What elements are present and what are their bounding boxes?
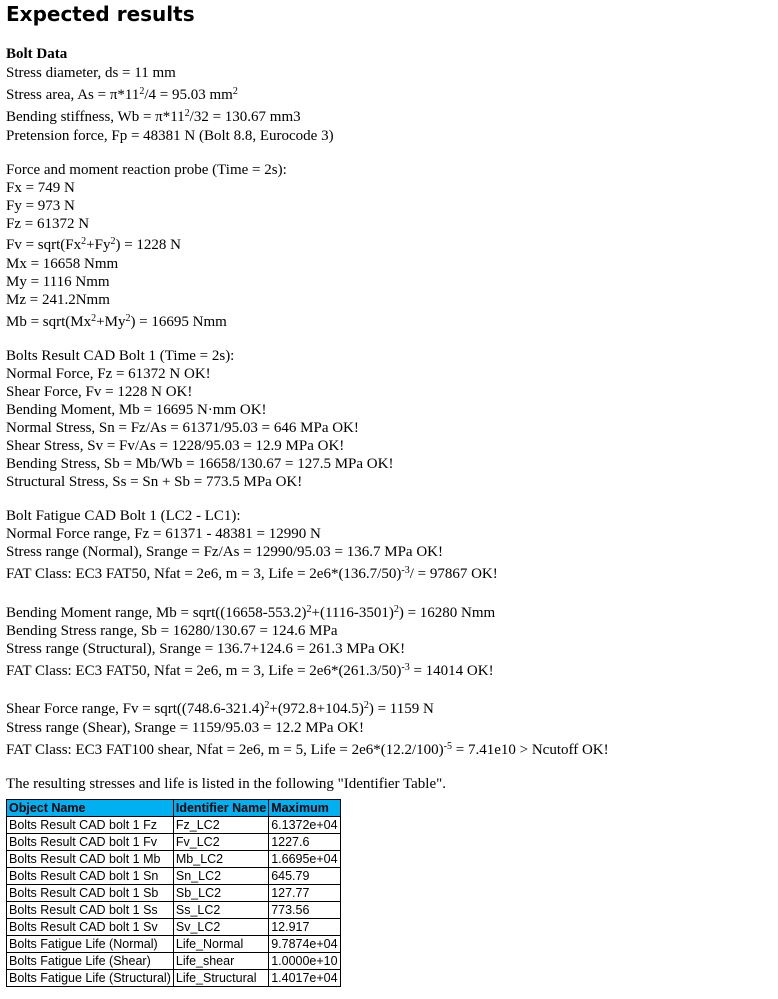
- stress-area: Stress area, $As = \pi*11^2/4 = 95.03$ $mm^2$: [6, 86, 238, 103]
- table-row: [7, 851, 341, 868]
- table-cell: Fv_LC2: [173, 834, 268, 851]
- bending-moment-range: Bending Moment range, $Mb = sqrt((16658-553.2)^2+(1116-3501)^2) = 16280$ Nmm: [6, 604, 496, 621]
- table-cell: Bolts Result CAD bolt 1 Mb: [7, 851, 174, 868]
- table-cell: 1227.6: [269, 834, 340, 851]
- table-row: [7, 970, 341, 987]
- stress-range-shear: Stress range (Shear), Srange = 1159/95.03 = 12.2 MPa OK!: [6, 720, 364, 736]
- bolt-result-line: Bending Stress, Sb = Mb/Wb = 16658/130.67 = 127.5 MPa OK!: [6, 456, 394, 472]
- probe-my: My = 1116 Nmm: [6, 274, 110, 290]
- bending-stress-range: Bending Stress range, Sb = 16280/130.67 = 124.6 MPa: [6, 623, 338, 639]
- table-cell: Fz_LC2: [173, 817, 268, 834]
- table-cell: Sn_LC2: [173, 868, 268, 885]
- table-cell: 6.1372e+04: [269, 817, 340, 834]
- probe-fx: Fx = 749 N: [6, 180, 75, 196]
- bolt-data-heading: Bolt Data: [6, 46, 68, 62]
- stress-diameter: Stress diameter, ds = 11 mm: [6, 65, 176, 81]
- table-cell: Bolts Result CAD bolt 1 Sv: [7, 919, 174, 936]
- table-row: [7, 936, 341, 953]
- probe-heading: Force and moment reaction probe (Time = 2s):: [6, 162, 287, 178]
- table-cell: Bolts Fatigue Life (Normal): [7, 936, 174, 953]
- bolt-result-line: Bending Moment, Mb = 16695 N·mm OK!: [6, 402, 267, 418]
- probe-mx: Mx = 16658 Nmm: [6, 256, 119, 272]
- table-cell: 645.79: [269, 868, 340, 885]
- fat-class-normal: FAT Class: EC3 FAT50, Nfat = 2e6, m = 3, Life = $2e6*(136.7/50)^{-3}/ = 97867$ OK!: [6, 565, 498, 582]
- table-cell: Ss_LC2: [173, 902, 268, 919]
- stress-range-normal: Stress range (Normal), Srange = Fz/As = 12990/95.03 = 136.7 MPa OK!: [6, 544, 443, 560]
- bending-stiffness: Bending stiffness, $Wb = \pi*11^2/32 = 130.67$ mm3: [6, 108, 301, 125]
- table-row: [7, 885, 341, 902]
- summary-text: The resulting stresses and life is listed in the following "Identifier Table".: [6, 776, 446, 792]
- bolt-result-line: Shear Force, Fv = 1228 N OK!: [6, 384, 193, 400]
- table-cell: 1.4017e+04: [269, 970, 340, 987]
- probe-fv: $Fv = sqrt(Fx^2+Fy^2) = 1228$ N: [6, 236, 181, 253]
- table-cell: Mb_LC2: [173, 851, 268, 868]
- table-row: [7, 817, 341, 834]
- table-cell: 9.7874e+04: [269, 936, 340, 953]
- table-row: [7, 919, 341, 936]
- table-cell: Bolts Fatigue Life (Shear): [7, 953, 174, 970]
- table-header-row: [7, 800, 341, 817]
- table-row: [7, 868, 341, 885]
- table-cell: 12.917: [269, 919, 340, 936]
- table-cell: Life_Structural: [173, 970, 268, 987]
- fatigue-heading: Bolt Fatigue CAD Bolt 1 (LC2 - LC1):: [6, 508, 241, 524]
- probe-mz: Mz = 241.2Nmm: [6, 292, 110, 308]
- normal-force-range: Normal Force range, Fz = 61371 - 48381 = 12990 N: [6, 526, 321, 542]
- table-cell: Life_Normal: [173, 936, 268, 953]
- fat-class-structural: FAT Class: EC3 FAT50, Nfat = 2e6, m = 3, Life = $2e6*(261.3/50)^{-3} = 14014$ OK!: [6, 662, 494, 679]
- table-cell: Bolts Result CAD bolt 1 Fv: [7, 834, 174, 851]
- table-cell: Life_shear: [173, 953, 268, 970]
- bolt-result-line: Normal Force, Fz = 61372 N OK!: [6, 366, 211, 382]
- probe-fz: Fz = 61372 N: [6, 216, 90, 232]
- probe-fy: Fy = 973 N: [6, 198, 75, 214]
- table-cell: Bolts Fatigue Life (Structural): [7, 970, 174, 987]
- fat-class-shear: FAT Class: EC3 FAT100 shear, Nfat = 2e6, m = 5, Life = $2e6*(12.2/100)^{-5} = 7.41e10$ > Ncutoff OK!: [6, 741, 609, 758]
- shear-force-range: Shear Force range, $Fv = sqrt((748.6-321.4)^2+(972.8+104.5)^2) = 1159$ N: [6, 700, 434, 717]
- table-cell: Bolts Result CAD bolt 1 Ss: [7, 902, 174, 919]
- column-header: Maximum: [269, 800, 340, 817]
- page-title: Expected results: [6, 2, 195, 26]
- bolt-result-line: Normal Stress, Sn = Fz/As = 61371/95.03 = 646 MPa OK!: [6, 420, 359, 436]
- table-cell: Bolts Result CAD bolt 1 Sn: [7, 868, 174, 885]
- table-row: [7, 953, 341, 970]
- table-cell: Sv_LC2: [173, 919, 268, 936]
- table-cell: 1.6695e+04: [269, 851, 340, 868]
- table-cell: Bolts Result CAD bolt 1 Sb: [7, 885, 174, 902]
- column-header: Identifier Name: [173, 800, 268, 817]
- table-cell: 1.0000e+10: [269, 953, 340, 970]
- table-cell: 127.77: [269, 885, 340, 902]
- table-row: [7, 834, 341, 851]
- column-header: Object Name: [7, 800, 174, 817]
- bolt-result-heading: Bolts Result CAD Bolt 1 (Time = 2s):: [6, 348, 235, 364]
- bolt-result-line: Structural Stress, Ss = Sn + Sb = 773.5 MPa OK!: [6, 474, 303, 490]
- stress-range-structural: Stress range (Structural), Srange = 136.7+124.6 = 261.3 MPa OK!: [6, 641, 406, 657]
- table-row: [7, 902, 341, 919]
- table-cell: Sb_LC2: [173, 885, 268, 902]
- table-cell: 773.56: [269, 902, 340, 919]
- bolt-result-line: Shear Stress, Sv = Fv/As = 1228/95.03 = 12.9 MPa OK!: [6, 438, 345, 454]
- probe-mb: $Mb = sqrt(Mx^2+My^2) = 16695$ Nmm: [6, 313, 227, 330]
- identifier-table: [6, 799, 341, 987]
- pretension-force: Pretension force, Fp = 48381 N (Bolt 8.8, Eurocode 3): [6, 128, 334, 144]
- table-cell: Bolts Result CAD bolt 1 Fz: [7, 817, 174, 834]
